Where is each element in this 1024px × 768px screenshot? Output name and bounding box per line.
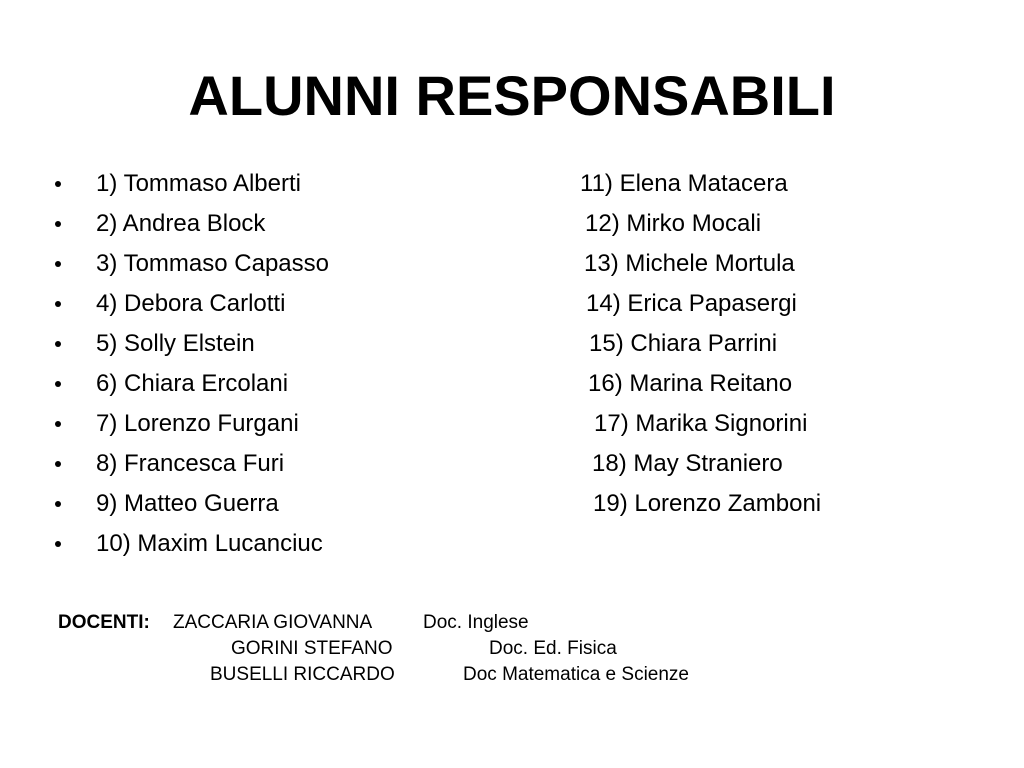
- student-left-3: 3) Tommaso Capasso: [96, 250, 329, 277]
- bullet-icon: [55, 341, 61, 347]
- student-right-15: 15) Chiara Parrini: [589, 330, 778, 357]
- student-left-10: 10) Maxim Lucanciuc: [96, 530, 323, 557]
- list-item: [0, 364, 1024, 404]
- list-item: [0, 324, 1024, 364]
- student-right-16: 16) Marina Reitano: [588, 370, 793, 397]
- bullet-icon: [55, 501, 61, 507]
- list-item: [0, 244, 1024, 284]
- bullet-icon: [55, 301, 61, 307]
- student-right-11: 11) Elena Matacera: [580, 170, 788, 197]
- student-left-9: 9) Matteo Guerra: [96, 490, 279, 517]
- student-right-19: 19) Lorenzo Zamboni: [593, 490, 822, 517]
- student-right-17: 17) Marika Signorini: [594, 410, 808, 437]
- list-item: [0, 484, 1024, 524]
- student-right-12: 12) Mirko Mocali: [585, 210, 762, 237]
- student-left-7: 7) Lorenzo Furgani: [96, 410, 299, 437]
- teacher-subject: Doc. Ed. Fisica: [489, 638, 617, 659]
- list-item: [0, 204, 1024, 244]
- bullet-icon: [55, 541, 61, 547]
- student-left-1: 1) Tommaso Alberti: [96, 170, 301, 197]
- teacher-name: GORINI STEFANO: [231, 638, 393, 659]
- list-item: [0, 164, 1024, 204]
- bullet-icon: [55, 461, 61, 467]
- teacher-name: ZACCARIA GIOVANNA: [173, 612, 373, 633]
- bullet-icon: [55, 381, 61, 387]
- student-left-5: 5) Solly Elstein: [96, 330, 255, 357]
- bullet-icon: [55, 421, 61, 427]
- bullet-icon: [55, 221, 61, 227]
- list-item: [0, 524, 1024, 564]
- list-item: [0, 404, 1024, 444]
- bullet-icon: [55, 261, 61, 267]
- bullet-icon: [55, 181, 61, 187]
- list-item: [0, 444, 1024, 484]
- list-item: [0, 284, 1024, 324]
- teacher-subject: Doc Matematica e Scienze: [463, 664, 689, 685]
- student-right-13: 13) Michele Mortula: [584, 250, 795, 277]
- student-right-14: 14) Erica Papasergi: [586, 290, 797, 317]
- student-left-6: 6) Chiara Ercolani: [96, 370, 289, 397]
- teacher-name: BUSELLI RICCARDO: [210, 664, 395, 685]
- student-left-2: 2) Andrea Block: [96, 210, 266, 237]
- student-right-18: 18) May Straniero: [592, 450, 783, 477]
- docenti-label: DOCENTI:: [58, 612, 150, 633]
- teacher-subject: Doc. Inglese: [423, 612, 529, 633]
- student-left-8: 8) Francesca Furi: [96, 450, 285, 477]
- student-left-4: 4) Debora Carlotti: [96, 290, 286, 317]
- page-title: ALUNNI RESPONSABILI: [188, 64, 836, 127]
